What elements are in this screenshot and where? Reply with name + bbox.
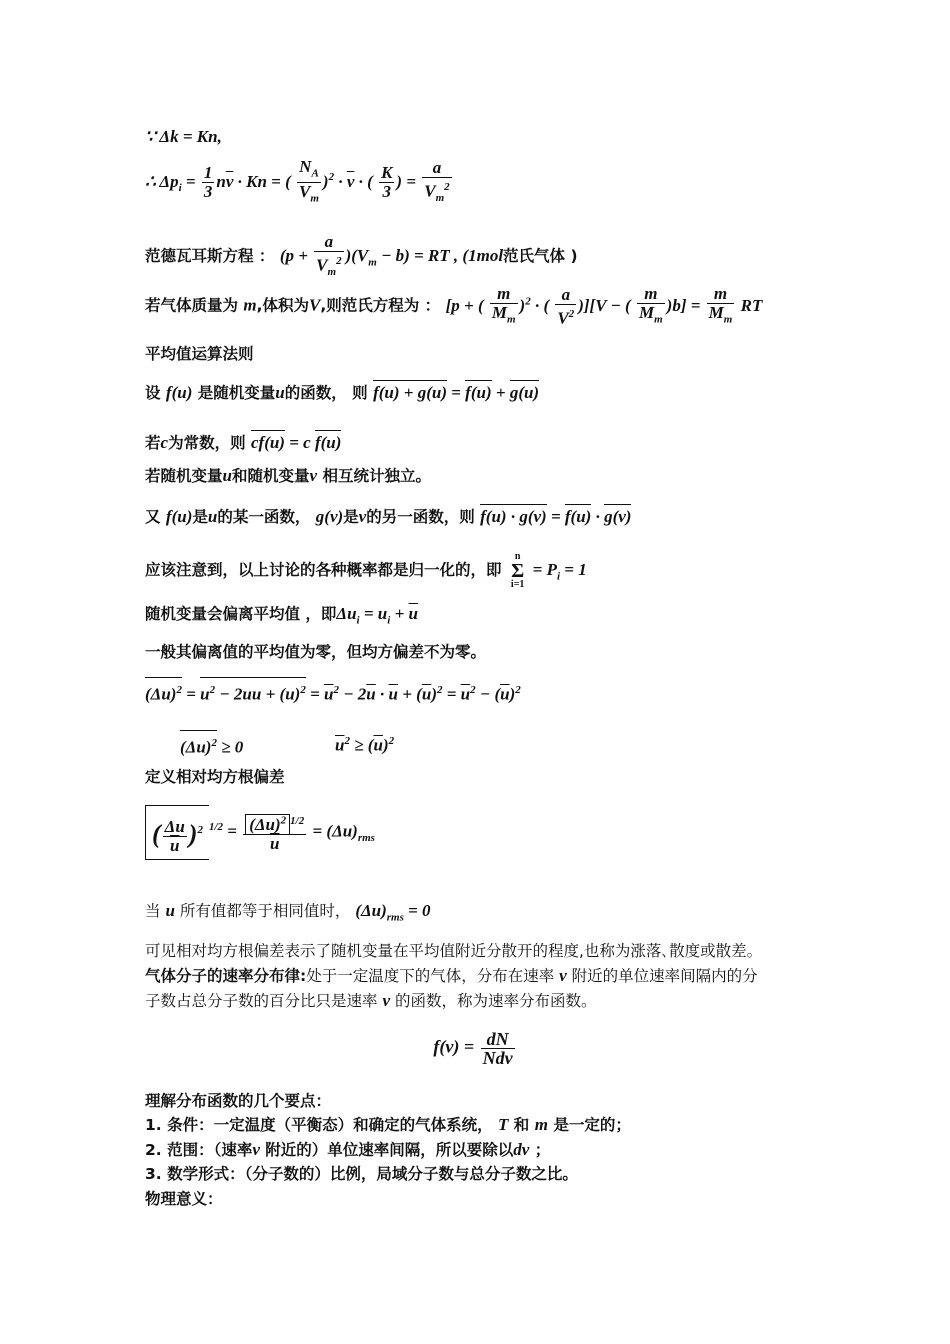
rms-formula: ( $\frac{\Delta u}{u}$ )$^2$ $^{1/2}$ = $\frac{(\Delta u)^2 ^{1/2}}{u}$ = $(\Delta u)_{rms}$ [145,805,375,860]
distribution-law: 气体分子的速率分布律:处于一定温度下的气体，分布在速率 v 附近的单位速率间隔内的分 [145,966,758,985]
key-point-2: 2. 范围：（速率v 附近的）单位速率间隔，所以要除以dv ； [145,1140,551,1159]
key-point-1: 1. 条件：一定温度（平衡态）和确定的气体系统， T 和 m 是一定的； [145,1115,631,1134]
mean-square-ineq: $\overline{u}^2 \ge (\overline{u})^2$ [335,735,395,755]
deviation: 随机变量会偏离平均值 ，即$\Delta u_i = u_i + \overline{u}$ [145,604,418,627]
zero-mean-deviation: 一般其偏离值的平均值为零，但均方偏差不为零。 [145,643,487,661]
vdw-mass-equation: 若气体质量为 m,体积为V,则范氏方程为 ： [p + ( $\frac{m}{M_m}$ )$^2$ · ( $\frac{a}{V^2}$ )][V − ( $\frac{m}{M_m}$ )b] = $\frac{m}{M_m}$ RT [145,284,763,328]
rule-sum: 设 f(u) 是随机变量u的函数， 则 f(u) + g(u) = f(u) + g(u) [145,380,539,404]
meaning-paragraph: 可见相对均方根偏差表示了随机变量在平均值附近分散开的程度,也称为涨落､散度或散差。 [145,942,763,960]
rms-def-heading: 定义相对均方根偏差 [145,768,285,786]
avg-rules-heading: 平均值运算法则 [145,345,254,363]
normalization: 应该注意到，以上讨论的各种概率都是归一化的，即 n Σ i=1 = $P_i = 1$ [145,551,587,590]
rule-product: 又 f(u)是u的某一函数， g(v)是v的另一函数，则 f(u) · g(v) = f(u) · g(v) [145,504,631,528]
key-points-heading: 理解分布函数的几个要点： [145,1092,332,1110]
eq-delta-p: ∴ $\Delta p_i$ = $\frac{1}{3}$ $n\overline{v} \cdot Kn$ = ( $\frac{N_A}{V_m}$ )$^2 \cdot \overline{v}$ · ( $\frac{K}{3}$ ) = $\frac{a}{V_m^2}$ [145,157,450,205]
distribution-function: f(v) = $\frac{dN}{\text{Ndv}}$ [433,1029,513,1068]
vdw-equation: 范德瓦耳斯方程 ： (p + $\frac{a}{V_m^2}$ )$(V_m - b)$ = RT , (1mol范氏气体 ) [145,232,578,279]
key-point-3: 3. 数学形式：（分子数的）比例，局域分子数与总分子数之比。 [145,1165,578,1183]
rule-const: 若c为常数，则 cf(u) = c f(u) [145,430,341,454]
variance-nonneg: $(\Delta u)^2 \ge 0$ [180,730,243,759]
physical-meaning: 物理意义： [145,1190,223,1208]
eq-delta-k: ∵ Δk = Kn, [145,127,222,146]
independence: 若随机变量u和随机变量v 相互统计独立。 [145,466,431,485]
variance-expansion: $(\Delta u)^2 = u^2 - 2uu + (u)^2 = \overline{u}^2 - 2\overline{u} \cdot \overline{u} + (\overline{u})^2 = \overline{u}^2 - (\overline{u})^2$ [145,677,521,706]
rms-zero: 当 u 所有值都等于相同值时， $(\Delta u)_{rms} = 0$ [145,901,431,924]
distribution-law-cont: 子数占总分子数的百分比只是速率 v 的函数，称为速率分布函数。 [145,991,597,1010]
